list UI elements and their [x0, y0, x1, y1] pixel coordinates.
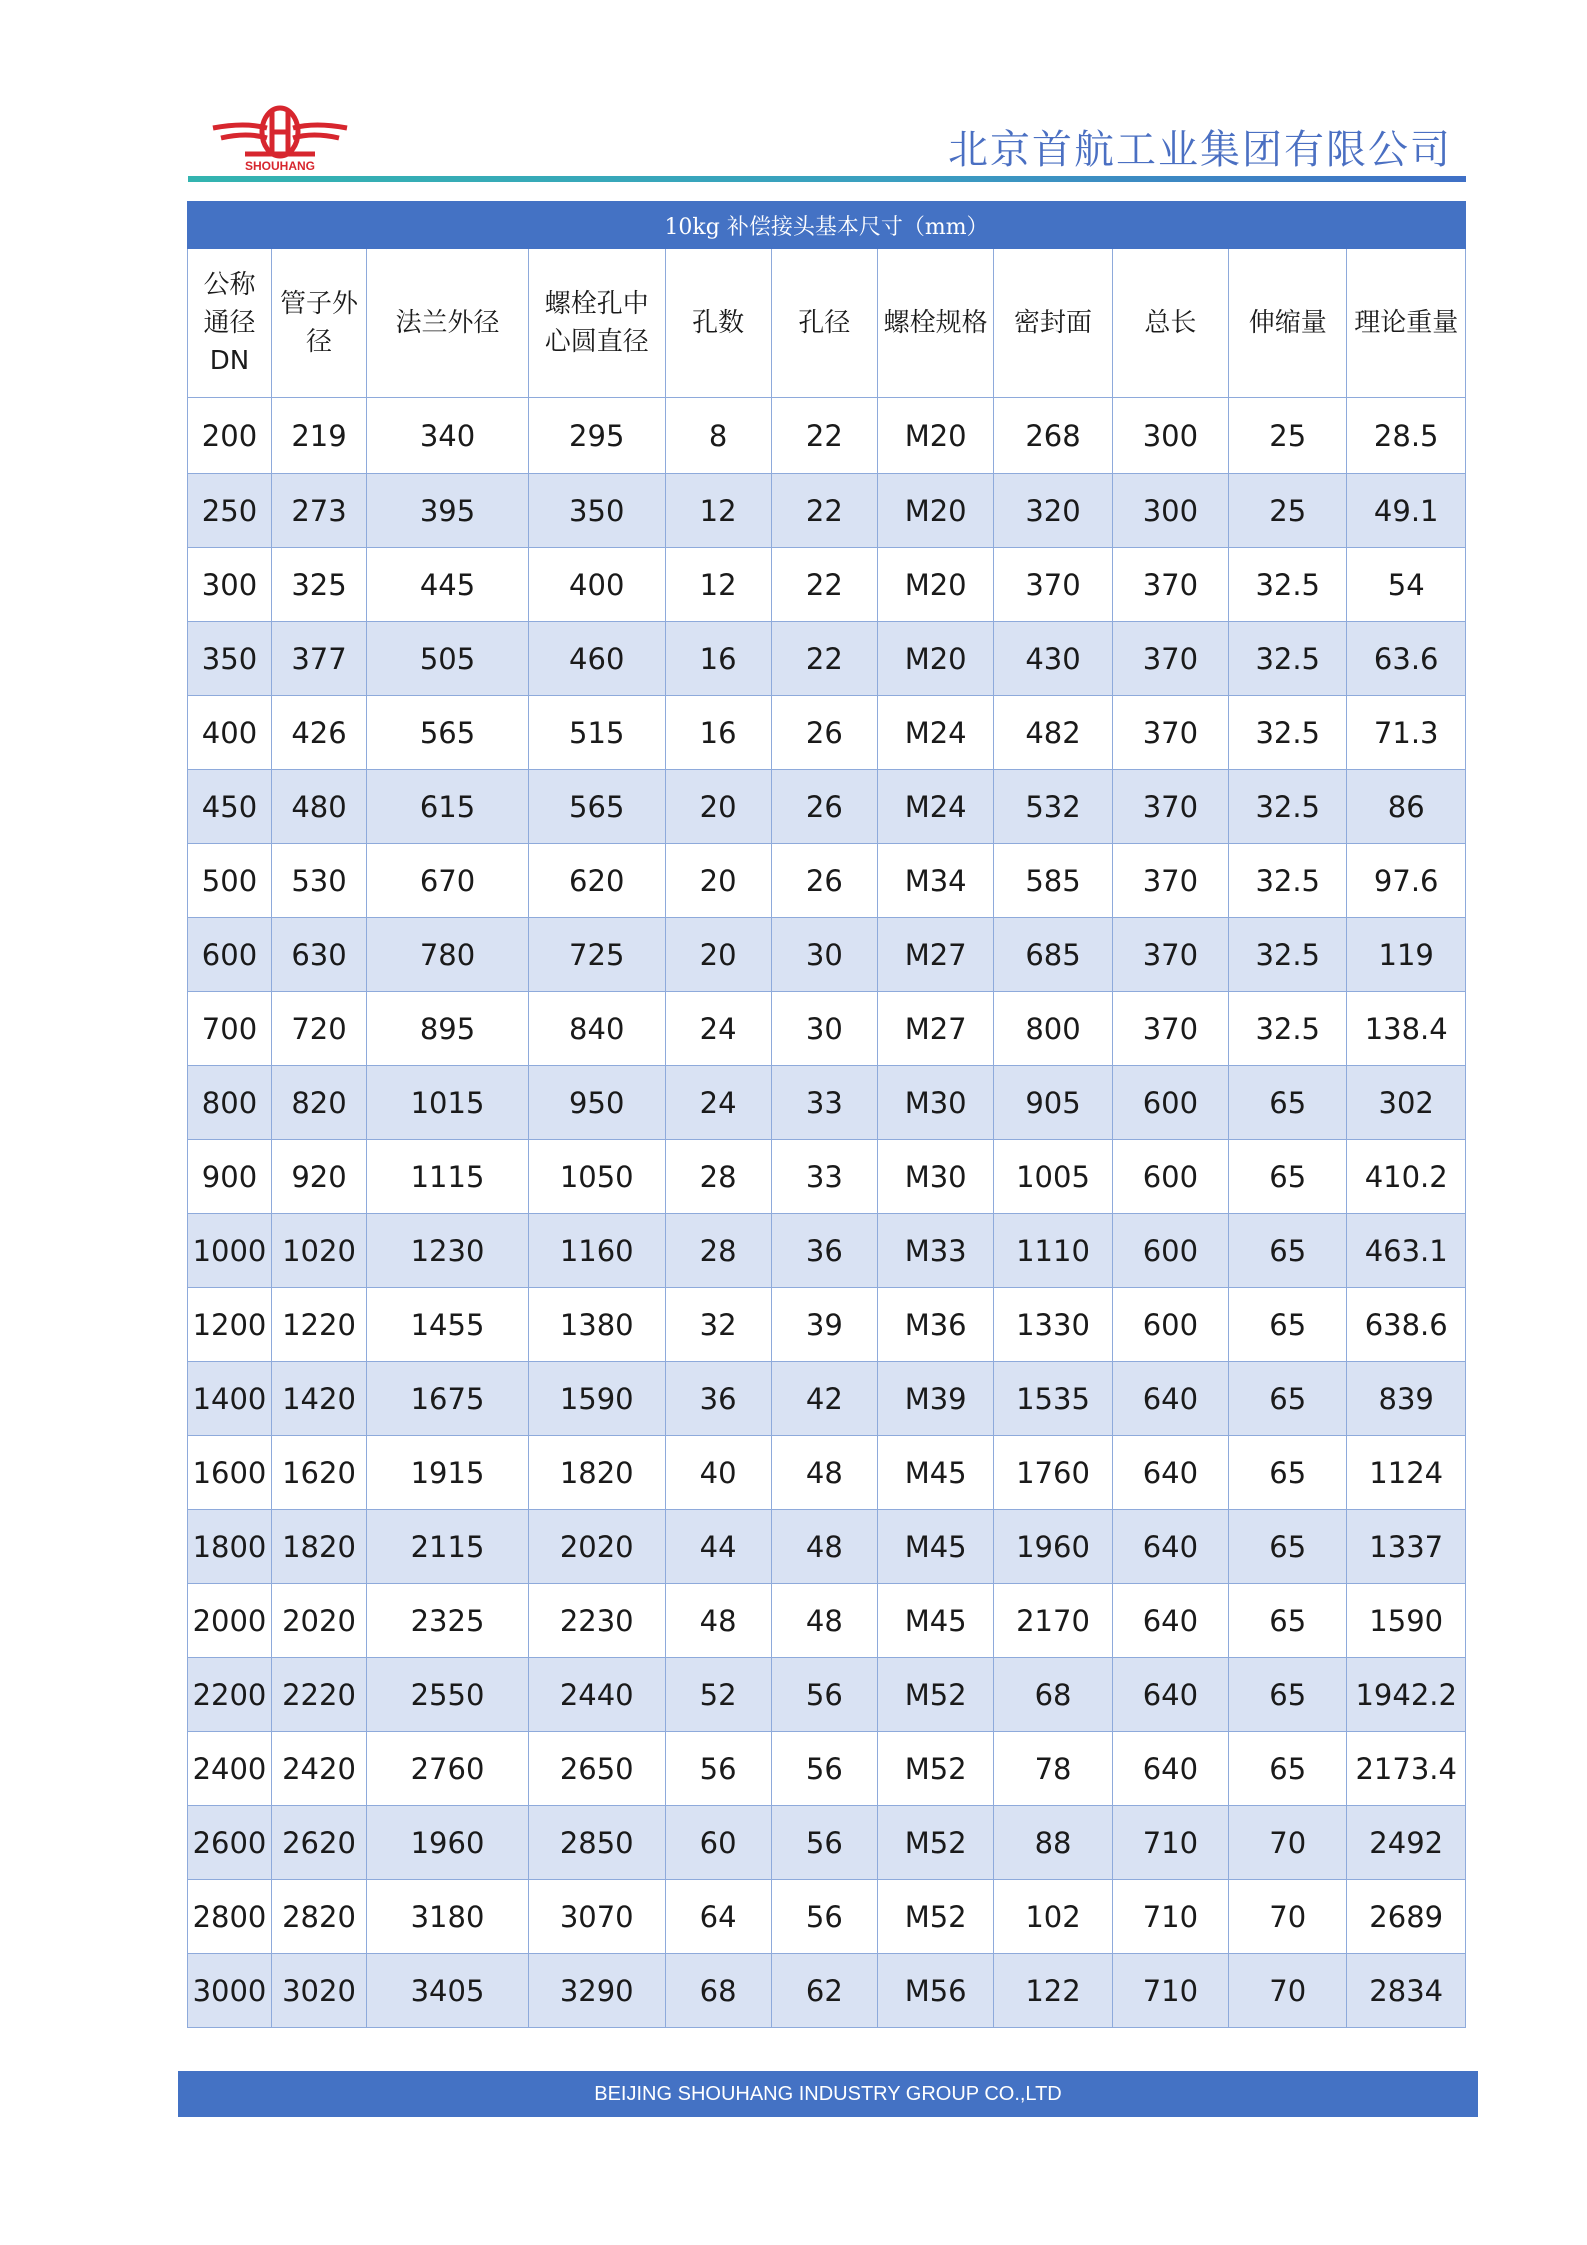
table-cell: 28.5: [1347, 398, 1466, 474]
table-cell: 54: [1347, 548, 1466, 622]
table-cell: 640: [1112, 1732, 1228, 1806]
table-cell: 445: [367, 548, 529, 622]
table-cell: M24: [877, 770, 993, 844]
table-cell: 1942.2: [1347, 1658, 1466, 1732]
table-cell: 2650: [528, 1732, 665, 1806]
table-cell: 16: [665, 696, 771, 770]
table-cell: 920: [271, 1140, 366, 1214]
column-header: 理论重量: [1347, 249, 1466, 398]
table-cell: 40: [665, 1436, 771, 1510]
table-cell: 1455: [367, 1288, 529, 1362]
table-cell: 49.1: [1347, 474, 1466, 548]
table-cell: 20: [665, 918, 771, 992]
table-cell: 1230: [367, 1214, 529, 1288]
table-cell: 25: [1229, 474, 1347, 548]
table-cell: M27: [877, 992, 993, 1066]
table-cell: 22: [771, 548, 877, 622]
shouhang-logo: [205, 92, 355, 172]
table-cell: 2760: [367, 1732, 529, 1806]
table-cell: 48: [771, 1510, 877, 1584]
table-cell: 532: [994, 770, 1112, 844]
table-cell: 615: [367, 770, 529, 844]
table-cell: 350: [528, 474, 665, 548]
column-header: 螺栓孔中心圆直径: [528, 249, 665, 398]
table-cell: 640: [1112, 1436, 1228, 1510]
table-cell: 65: [1229, 1288, 1347, 1362]
table-cell: 515: [528, 696, 665, 770]
table-cell: M45: [877, 1510, 993, 1584]
table-row: [188, 918, 1466, 992]
table-cell: 1110: [994, 1214, 1112, 1288]
table-cell: 71.3: [1347, 696, 1466, 770]
table-cell: 2173.4: [1347, 1732, 1466, 1806]
table-cell: 2440: [528, 1658, 665, 1732]
table-cell: 32.5: [1229, 696, 1347, 770]
table-cell: 62: [771, 1954, 877, 2028]
table-cell: 1380: [528, 1288, 665, 1362]
table-cell: 52: [665, 1658, 771, 1732]
table-cell: 1115: [367, 1140, 529, 1214]
table-cell: 1800: [188, 1510, 272, 1584]
table-cell: 370: [1112, 992, 1228, 1066]
logo-wordmark: SHOUHANG: [244, 159, 316, 172]
table-cell: 63.6: [1347, 622, 1466, 696]
table-cell: 370: [1112, 844, 1228, 918]
table-cell: 36: [665, 1362, 771, 1436]
table-cell: 300: [188, 548, 272, 622]
table-cell: 3020: [271, 1954, 366, 2028]
table-cell: 36: [771, 1214, 877, 1288]
table-cell: 2020: [271, 1584, 366, 1658]
table-cell: 620: [528, 844, 665, 918]
table-cell: 28: [665, 1140, 771, 1214]
table-cell: 32.5: [1229, 918, 1347, 992]
page-header: [0, 0, 1587, 190]
column-header: 总长: [1112, 249, 1228, 398]
table-cell: 800: [188, 1066, 272, 1140]
table-cell: 200: [188, 398, 272, 474]
table-cell: 60: [665, 1806, 771, 1880]
dimension-table-container: [187, 201, 1466, 2028]
table-cell: 20: [665, 844, 771, 918]
column-header: 螺栓规格: [877, 249, 993, 398]
table-cell: 24: [665, 1066, 771, 1140]
column-header: 密封面: [994, 249, 1112, 398]
table-cell: 370: [1112, 622, 1228, 696]
table-cell: 78: [994, 1732, 1112, 1806]
table-cell: 2550: [367, 1658, 529, 1732]
column-header: 管子外径: [271, 249, 366, 398]
table-cell: M45: [877, 1436, 993, 1510]
table-cell: 119: [1347, 918, 1466, 992]
table-cell: 3290: [528, 1954, 665, 2028]
table-row: [188, 992, 1466, 1066]
table-cell: 2834: [1347, 1954, 1466, 2028]
table-cell: 350: [188, 622, 272, 696]
table-cell: 2020: [528, 1510, 665, 1584]
table-row: [188, 622, 1466, 696]
table-cell: 65: [1229, 1510, 1347, 1584]
column-header: 孔径: [771, 249, 877, 398]
table-cell: 32.5: [1229, 622, 1347, 696]
table-cell: 65: [1229, 1362, 1347, 1436]
table-cell: 2620: [271, 1806, 366, 1880]
table-row: [188, 844, 1466, 918]
table-cell: 250: [188, 474, 272, 548]
table-cell: 26: [771, 696, 877, 770]
table-cell: 426: [271, 696, 366, 770]
table-cell: M34: [877, 844, 993, 918]
table-cell: 44: [665, 1510, 771, 1584]
table-cell: 320: [994, 474, 1112, 548]
table-cell: 500: [188, 844, 272, 918]
table-cell: 39: [771, 1288, 877, 1362]
table-cell: M52: [877, 1880, 993, 1954]
table-cell: 28: [665, 1214, 771, 1288]
table-title: 10kg 补偿接头基本尺寸（mm）: [188, 202, 1466, 249]
table-cell: 56: [771, 1658, 877, 1732]
table-cell: 450: [188, 770, 272, 844]
table-cell: 1915: [367, 1436, 529, 1510]
table-cell: 839: [1347, 1362, 1466, 1436]
table-cell: 370: [1112, 770, 1228, 844]
table-cell: 400: [528, 548, 665, 622]
table-cell: 68: [994, 1658, 1112, 1732]
table-cell: 895: [367, 992, 529, 1066]
table-cell: 42: [771, 1362, 877, 1436]
table-cell: 2400: [188, 1732, 272, 1806]
table-cell: 710: [1112, 1806, 1228, 1880]
table-cell: M45: [877, 1584, 993, 1658]
table-cell: 70: [1229, 1880, 1347, 1954]
table-body: [188, 398, 1466, 2028]
table-cell: 1760: [994, 1436, 1112, 1510]
table-cell: 70: [1229, 1806, 1347, 1880]
table-cell: 64: [665, 1880, 771, 1954]
table-cell: 22: [771, 398, 877, 474]
table-cell: 370: [994, 548, 1112, 622]
dimension-table: [187, 201, 1466, 2028]
table-cell: 1000: [188, 1214, 272, 1288]
table-cell: 70: [1229, 1954, 1347, 2028]
table-cell: 22: [771, 622, 877, 696]
table-row: [188, 1288, 1466, 1362]
table-cell: 300: [1112, 474, 1228, 548]
table-cell: 56: [771, 1880, 877, 1954]
table-cell: 585: [994, 844, 1112, 918]
table-cell: 32.5: [1229, 770, 1347, 844]
table-cell: 32: [665, 1288, 771, 1362]
table-cell: 2820: [271, 1880, 366, 1954]
table-cell: 48: [771, 1584, 877, 1658]
table-cell: 48: [665, 1584, 771, 1658]
table-cell: 97.6: [1347, 844, 1466, 918]
table-cell: 65: [1229, 1066, 1347, 1140]
table-cell: 30: [771, 992, 877, 1066]
table-cell: M27: [877, 918, 993, 992]
table-cell: 1400: [188, 1362, 272, 1436]
table-cell: 600: [1112, 1288, 1228, 1362]
table-cell: 370: [1112, 696, 1228, 770]
table-cell: 710: [1112, 1880, 1228, 1954]
table-cell: 300: [1112, 398, 1228, 474]
table-row: [188, 1806, 1466, 1880]
table-cell: 325: [271, 548, 366, 622]
table-cell: 295: [528, 398, 665, 474]
table-cell: 2800: [188, 1880, 272, 1954]
table-cell: 600: [188, 918, 272, 992]
table-cell: 219: [271, 398, 366, 474]
table-cell: 1220: [271, 1288, 366, 1362]
table-cell: 20: [665, 770, 771, 844]
table-row: [188, 1214, 1466, 1288]
table-cell: 32.5: [1229, 992, 1347, 1066]
table-row: [188, 1954, 1466, 2028]
table-cell: 12: [665, 474, 771, 548]
table-cell: 640: [1112, 1584, 1228, 1658]
table-cell: 22: [771, 474, 877, 548]
table-cell: 3070: [528, 1880, 665, 1954]
table-cell: 1337: [1347, 1510, 1466, 1584]
table-row: [188, 1732, 1466, 1806]
table-cell: 1620: [271, 1436, 366, 1510]
column-header: 公称通径DN: [188, 249, 272, 398]
table-cell: 122: [994, 1954, 1112, 2028]
table-cell: 1015: [367, 1066, 529, 1140]
table-cell: M20: [877, 398, 993, 474]
table-cell: 638.6: [1347, 1288, 1466, 1362]
table-row: [188, 1658, 1466, 1732]
table-cell: 65: [1229, 1658, 1347, 1732]
table-cell: 565: [528, 770, 665, 844]
table-cell: 1020: [271, 1214, 366, 1288]
table-row: [188, 696, 1466, 770]
table-cell: 725: [528, 918, 665, 992]
table-cell: 2600: [188, 1806, 272, 1880]
table-cell: 710: [1112, 1954, 1228, 2028]
table-cell: M39: [877, 1362, 993, 1436]
table-row: [188, 1510, 1466, 1584]
table-cell: 1600: [188, 1436, 272, 1510]
table-cell: 2420: [271, 1732, 366, 1806]
table-cell: 2230: [528, 1584, 665, 1658]
table-cell: 1420: [271, 1362, 366, 1436]
table-cell: M33: [877, 1214, 993, 1288]
table-cell: 460: [528, 622, 665, 696]
table-cell: 3180: [367, 1880, 529, 1954]
table-cell: 8: [665, 398, 771, 474]
table-row: [188, 770, 1466, 844]
table-cell: 1050: [528, 1140, 665, 1214]
company-name: 北京首航工业集团有限公司: [948, 127, 1452, 173]
table-cell: 905: [994, 1066, 1112, 1140]
table-cell: 1200: [188, 1288, 272, 1362]
table-cell: 273: [271, 474, 366, 548]
table-cell: 2000: [188, 1584, 272, 1658]
table-cell: 56: [771, 1732, 877, 1806]
table-cell: 268: [994, 398, 1112, 474]
table-cell: M24: [877, 696, 993, 770]
table-cell: 56: [665, 1732, 771, 1806]
table-cell: 480: [271, 770, 366, 844]
table-cell: 640: [1112, 1362, 1228, 1436]
table-cell: 26: [771, 770, 877, 844]
table-cell: 12: [665, 548, 771, 622]
table-cell: 410.2: [1347, 1140, 1466, 1214]
table-cell: 65: [1229, 1584, 1347, 1658]
table-cell: 600: [1112, 1214, 1228, 1288]
table-cell: 1535: [994, 1362, 1112, 1436]
table-cell: 780: [367, 918, 529, 992]
table-cell: 68: [665, 1954, 771, 2028]
table-cell: 2115: [367, 1510, 529, 1584]
table-row: [188, 548, 1466, 622]
table-cell: 1124: [1347, 1436, 1466, 1510]
table-cell: 2689: [1347, 1880, 1466, 1954]
table-row: [188, 398, 1466, 474]
table-row: [188, 474, 1466, 548]
table-cell: 600: [1112, 1066, 1228, 1140]
table-cell: 430: [994, 622, 1112, 696]
page-footer: BEIJING SHOUHANG INDUSTRY GROUP CO.,LTD: [178, 2071, 1478, 2117]
table-cell: 33: [771, 1140, 877, 1214]
table-cell: 2325: [367, 1584, 529, 1658]
table-cell: M30: [877, 1066, 993, 1140]
table-cell: 88: [994, 1806, 1112, 1880]
table-cell: 340: [367, 398, 529, 474]
table-cell: 16: [665, 622, 771, 696]
table-cell: 102: [994, 1880, 1112, 1954]
table-cell: M20: [877, 474, 993, 548]
table-cell: 1820: [528, 1436, 665, 1510]
table-cell: 2220: [271, 1658, 366, 1732]
table-cell: 24: [665, 992, 771, 1066]
table-cell: 640: [1112, 1510, 1228, 1584]
table-cell: 685: [994, 918, 1112, 992]
table-cell: 395: [367, 474, 529, 548]
table-cell: 1590: [528, 1362, 665, 1436]
table-cell: 56: [771, 1806, 877, 1880]
table-cell: 1960: [367, 1806, 529, 1880]
table-cell: 48: [771, 1436, 877, 1510]
table-cell: 32.5: [1229, 548, 1347, 622]
table-cell: 2850: [528, 1806, 665, 1880]
table-cell: 377: [271, 622, 366, 696]
table-cell: 25: [1229, 398, 1347, 474]
table-cell: 463.1: [1347, 1214, 1466, 1288]
table-cell: M20: [877, 622, 993, 696]
table-cell: 900: [188, 1140, 272, 1214]
table-header-row: [188, 249, 1466, 398]
table-cell: 1330: [994, 1288, 1112, 1362]
table-row: [188, 1066, 1466, 1140]
table-cell: M56: [877, 1954, 993, 2028]
table-cell: 370: [1112, 548, 1228, 622]
table-cell: 1005: [994, 1140, 1112, 1214]
table-cell: 640: [1112, 1658, 1228, 1732]
table-cell: 86: [1347, 770, 1466, 844]
table-cell: M20: [877, 548, 993, 622]
table-cell: 720: [271, 992, 366, 1066]
table-cell: 565: [367, 696, 529, 770]
table-cell: 30: [771, 918, 877, 992]
table-cell: 26: [771, 844, 877, 918]
table-cell: 482: [994, 696, 1112, 770]
table-cell: 530: [271, 844, 366, 918]
table-cell: 400: [188, 696, 272, 770]
table-cell: 1160: [528, 1214, 665, 1288]
table-cell: 3405: [367, 1954, 529, 2028]
table-cell: 820: [271, 1066, 366, 1140]
table-cell: 370: [1112, 918, 1228, 992]
table-cell: 670: [367, 844, 529, 918]
table-cell: 1820: [271, 1510, 366, 1584]
table-cell: 32.5: [1229, 844, 1347, 918]
column-header: 伸缩量: [1229, 249, 1347, 398]
table-cell: 505: [367, 622, 529, 696]
table-cell: 65: [1229, 1214, 1347, 1288]
table-row: [188, 1140, 1466, 1214]
table-cell: M52: [877, 1658, 993, 1732]
table-cell: 1960: [994, 1510, 1112, 1584]
table-cell: 65: [1229, 1140, 1347, 1214]
table-cell: M52: [877, 1806, 993, 1880]
column-header: 孔数: [665, 249, 771, 398]
table-cell: 600: [1112, 1140, 1228, 1214]
table-cell: 3000: [188, 1954, 272, 2028]
table-cell: 138.4: [1347, 992, 1466, 1066]
table-cell: M52: [877, 1732, 993, 1806]
table-cell: M30: [877, 1140, 993, 1214]
table-row: [188, 1880, 1466, 1954]
table-cell: 1590: [1347, 1584, 1466, 1658]
table-cell: M36: [877, 1288, 993, 1362]
table-cell: 33: [771, 1066, 877, 1140]
table-cell: 2170: [994, 1584, 1112, 1658]
table-cell: 2200: [188, 1658, 272, 1732]
table-cell: 700: [188, 992, 272, 1066]
header-divider: [188, 176, 1466, 182]
table-row: [188, 1584, 1466, 1658]
table-row: [188, 1362, 1466, 1436]
table-cell: 1675: [367, 1362, 529, 1436]
column-header: 法兰外径: [367, 249, 529, 398]
table-cell: 65: [1229, 1732, 1347, 1806]
table-row: [188, 1436, 1466, 1510]
table-cell: 950: [528, 1066, 665, 1140]
table-cell: 630: [271, 918, 366, 992]
table-cell: 840: [528, 992, 665, 1066]
table-cell: 302: [1347, 1066, 1466, 1140]
table-cell: 800: [994, 992, 1112, 1066]
table-cell: 2492: [1347, 1806, 1466, 1880]
table-cell: 65: [1229, 1436, 1347, 1510]
